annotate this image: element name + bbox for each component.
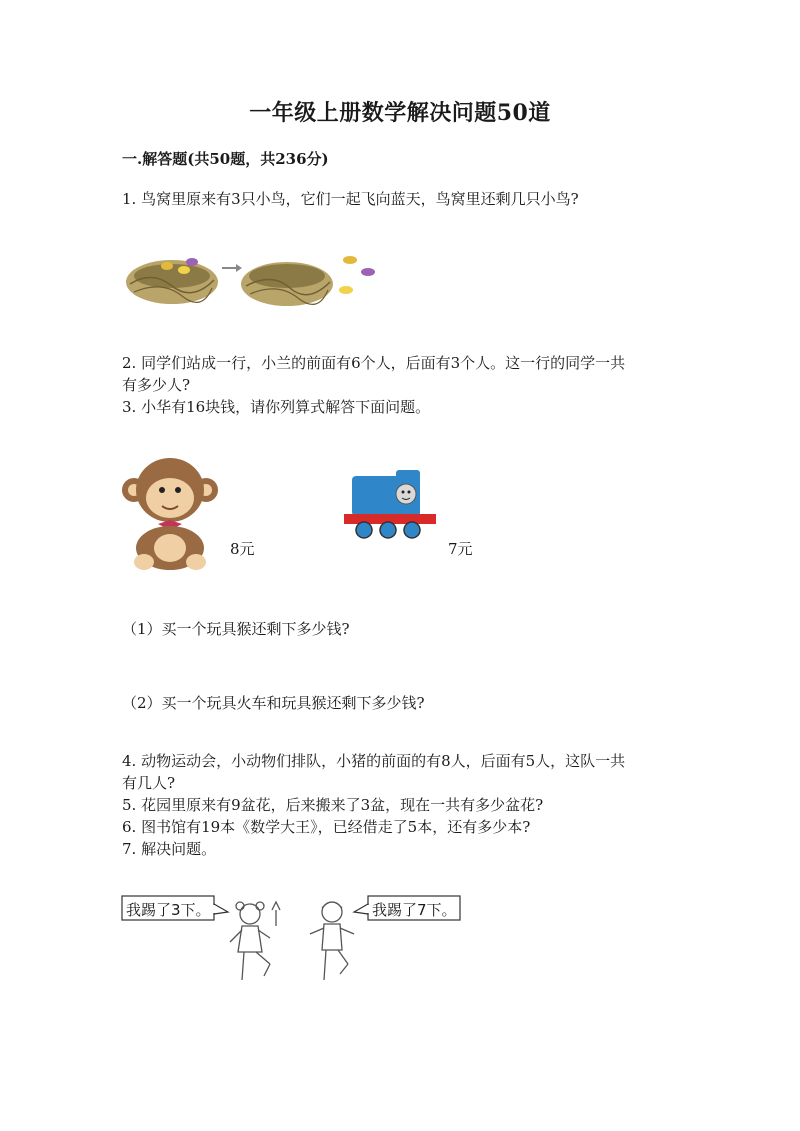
monkey-price: 8元 xyxy=(230,540,255,558)
flying-birds xyxy=(339,256,375,294)
train-price: 7元 xyxy=(448,540,473,558)
speech-bubble-left-text: 我踢了3下。 xyxy=(126,901,211,919)
question-7: 7. 解决问题。 xyxy=(122,840,217,858)
boy-kicking xyxy=(310,902,354,980)
speech-bubble-right-text: 我踢了7下。 xyxy=(372,901,457,919)
toy-monkey xyxy=(120,452,220,572)
question-3: 3. 小华有16块钱，请你列算式解答下面问题。 xyxy=(122,398,431,416)
toy-train xyxy=(340,468,440,548)
nest-birds-illustration xyxy=(122,240,382,320)
girl-kicking xyxy=(230,902,280,980)
question-4-line2: 有几人? xyxy=(122,774,176,792)
question-1: 1. 鸟窝里原来有3只小鸟，它们一起飞向蓝天，鸟窝里还剩几只小鸟? xyxy=(122,190,579,208)
nest-with-birds xyxy=(126,258,218,304)
empty-nest xyxy=(241,262,333,306)
question-2-line2: 有多少人? xyxy=(122,376,191,394)
question-3-sub-2: （2）买一个玩具火车和玩具猴还剩下多少钱? xyxy=(122,694,425,712)
arrow-icon xyxy=(222,264,242,272)
question-6: 6. 图书馆有19本《数学大王》，已经借走了5本，还有多少本? xyxy=(122,818,531,836)
question-2-line1: 2. 同学们站成一行，小兰的前面有6个人，后面有3个人。这一行的同学一共 xyxy=(122,354,626,372)
question-5: 5. 花园里原来有9盆花，后来搬来了3盆，现在一共有多少盆花? xyxy=(122,796,544,814)
page-title: 一年级上册数学解决问题50道 xyxy=(249,100,551,126)
section-heading: 一.解答题(共50题，共236分) xyxy=(122,150,329,168)
question-3-sub-1: （1）买一个玩具猴还剩下多少钱? xyxy=(122,620,350,638)
question-4-line1: 4. 动物运动会，小动物们排队，小猪的前面的有8人，后面有5人，这队一共 xyxy=(122,752,626,770)
